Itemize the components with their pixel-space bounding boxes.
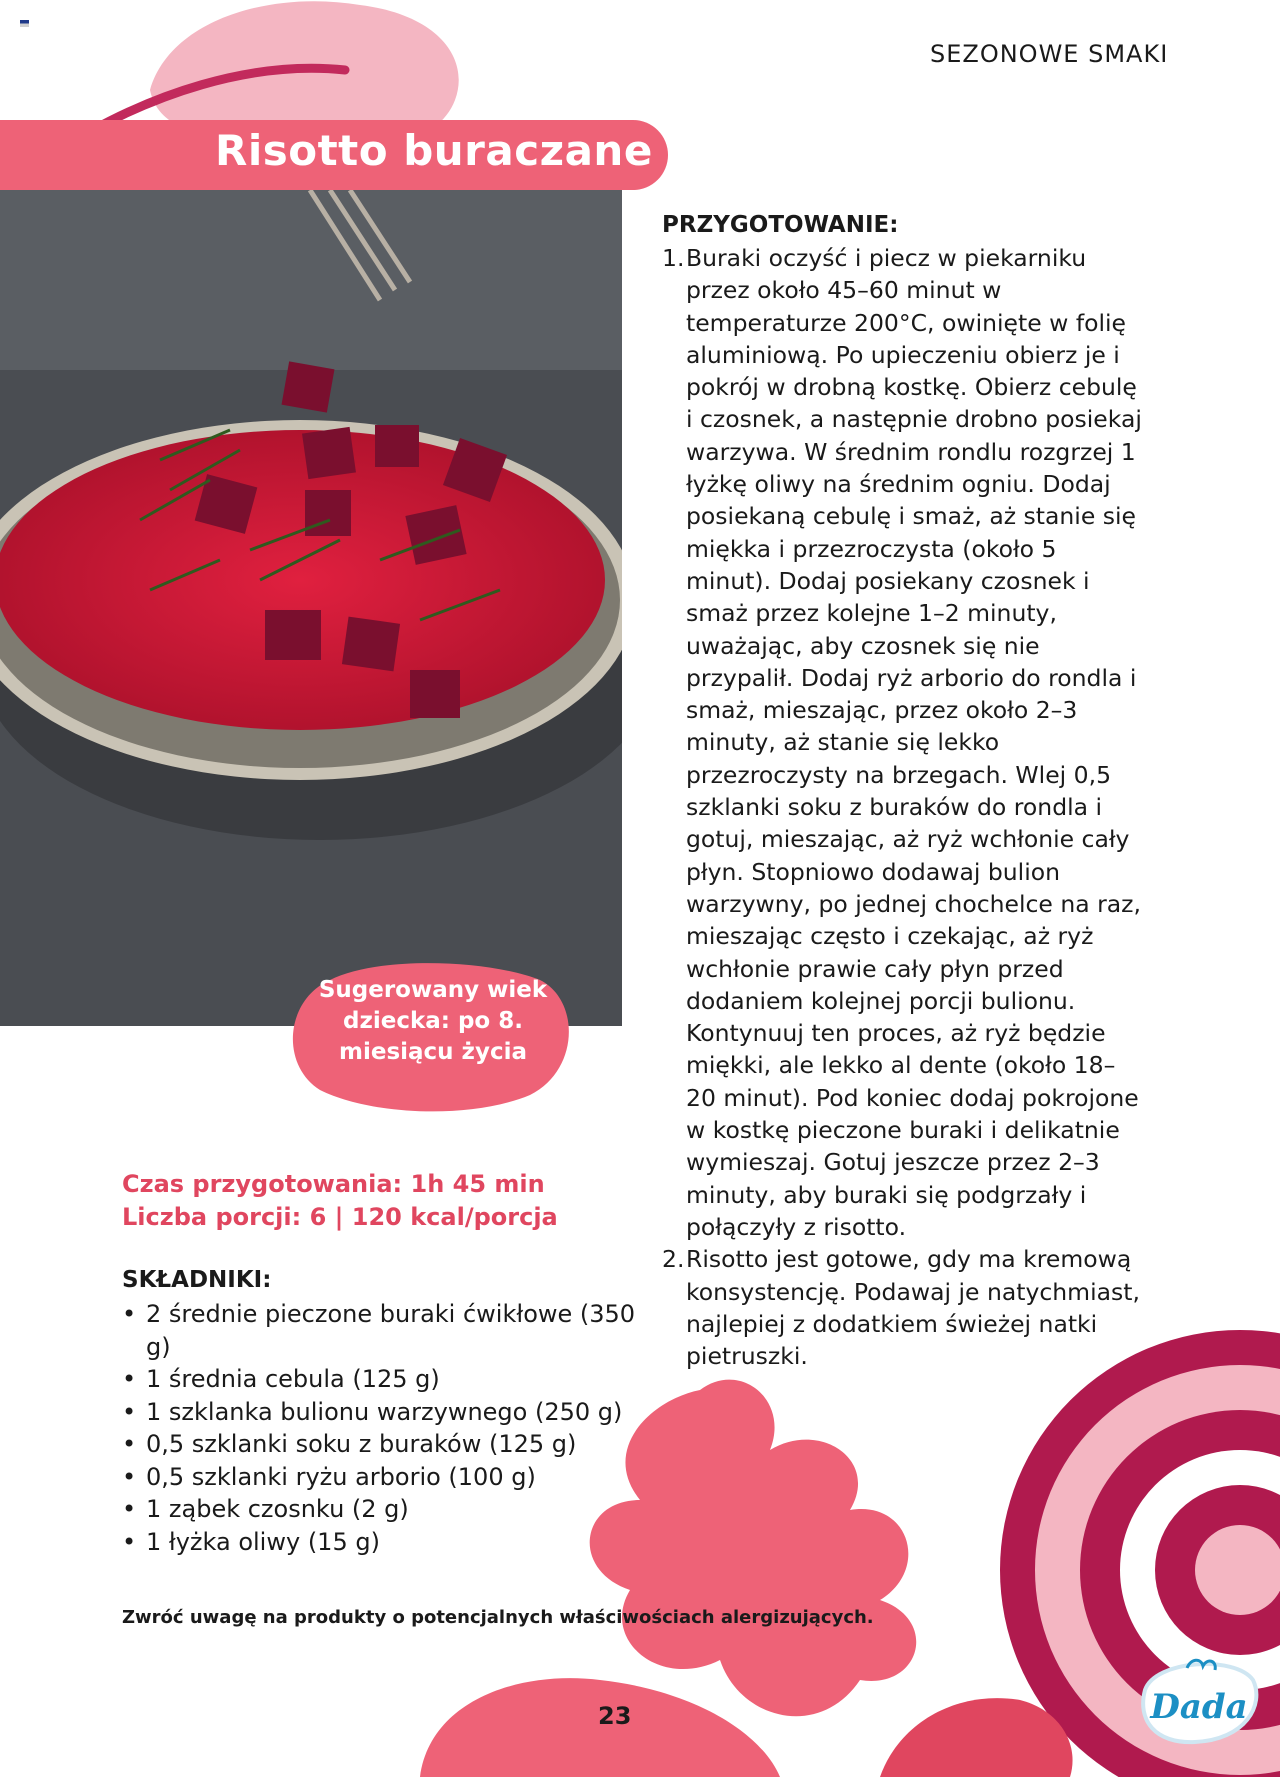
flag-icon bbox=[20, 20, 29, 27]
ingredient-item: • 1 średnia cebula (125 g) bbox=[122, 1363, 642, 1396]
ingredient-item: • 0,5 szklanki soku z buraków (125 g) bbox=[122, 1428, 642, 1461]
ingredient-item: • 1 ząbek czosnku (2 g) bbox=[122, 1493, 642, 1526]
ingredient-item: • 1 łyżka oliwy (15 g) bbox=[122, 1526, 642, 1559]
bottom-leaf-ridge bbox=[880, 1698, 1073, 1777]
preparation-list bbox=[662, 242, 1142, 1372]
ingredient-item: • 1 szklanka bulionu warzywnego (250 g) bbox=[122, 1396, 642, 1429]
section-label: SEZONOWE SMAKI bbox=[930, 40, 1169, 68]
age-badge-text bbox=[318, 975, 548, 1068]
step-number: 2. bbox=[662, 1245, 685, 1274]
age-badge-line-3: miesiącu życia bbox=[339, 1039, 527, 1065]
recipe-meta bbox=[122, 1168, 558, 1234]
ingredient-item: • 2 średnie pieczone buraki ćwikłowe (350 g) bbox=[122, 1298, 642, 1363]
allergy-note: Zwróć uwagę na produkty o potencjalnych właściwościach alergizujących. bbox=[122, 1607, 874, 1628]
preparation-heading: PRZYGOTOWANIE: bbox=[662, 212, 899, 238]
prep-time: Czas przygotowania: 1h 45 min bbox=[122, 1170, 545, 1198]
step-text: Risotto jest gotowe, gdy ma kremową konsystencję. Podawaj je natychmiast, najlepiej z dodatkiem świeżej natki pietruszki. bbox=[686, 1245, 1140, 1371]
dada-logo-text: Dada bbox=[1150, 1687, 1248, 1727]
ingredient-item: • 0,5 szklanki ryżu arborio (100 g) bbox=[122, 1461, 642, 1494]
dada-logo bbox=[1135, 1650, 1263, 1750]
step-number: 1. bbox=[662, 244, 685, 272]
servings: Liczba porcji: 6 | 120 kcal/porcja bbox=[122, 1203, 558, 1231]
age-badge-line-2: dziecka: po 8. bbox=[342, 1008, 523, 1034]
preparation-step bbox=[662, 242, 1142, 1243]
page-number: 23 bbox=[598, 1702, 632, 1730]
photo-risotto bbox=[0, 430, 605, 730]
ingredients-list bbox=[122, 1298, 642, 1558]
photo-table-top bbox=[0, 190, 622, 370]
recipe-title: Risotto buraczane bbox=[215, 126, 653, 175]
ingredients-heading: SKŁADNIKI: bbox=[122, 1267, 272, 1293]
step-text: Buraki oczyść i piecz w piekarniku przez około 45–60 minut w temperaturze 200°C, owinięte w folię aluminiową. Po upieczeniu obierz je i pokrój w drobną kostkę. Obierz cebulę i czosnek, a następnie drobno posiekaj warzywa. W średnim rondlu rozgrzej 1 łyżkę oliwy na średnim ogniu. Dodaj posiekaną cebulę i smaż, aż stanie się miękka i przezroczysta (około 5 minut). Dodaj posiekany czosnek i smaż przez kolejne 1–2 minuty, uważając, aby czosnek się nie przypalił. Dodaj ryż arborio do rondla i smaż, mieszając, przez około 2–3 minuty, aż stanie się lekko przezroczysty na brzegach. Wlej 0,5 szklanki soku z buraków do rondla i gotuj, mieszając, aż ryż wchłonie cały płyn. Stopniowo dodawaj bulion warzywny, po jednej chochelce na raz, mieszając często i czekając, aż ryż wchłonie prawie cały płyn przed dodaniem kolejnej porcji bulionu. Kontynuuj ten proces, aż ryż będzie miękki, ale lekko al dente (około 18–20 minut). Pod koniec dodaj pokrojone w kostkę pieczone buraki i delikatnie wymieszaj. Gotuj jeszcze przez 2–3 minuty, aby buraki się podgrzały i połączyły z risotto. bbox=[686, 244, 1142, 1241]
preparation-step bbox=[662, 1243, 1142, 1372]
recipe-photo bbox=[0, 190, 622, 1026]
age-badge-line-1: Sugerowany wiek bbox=[318, 977, 548, 1003]
